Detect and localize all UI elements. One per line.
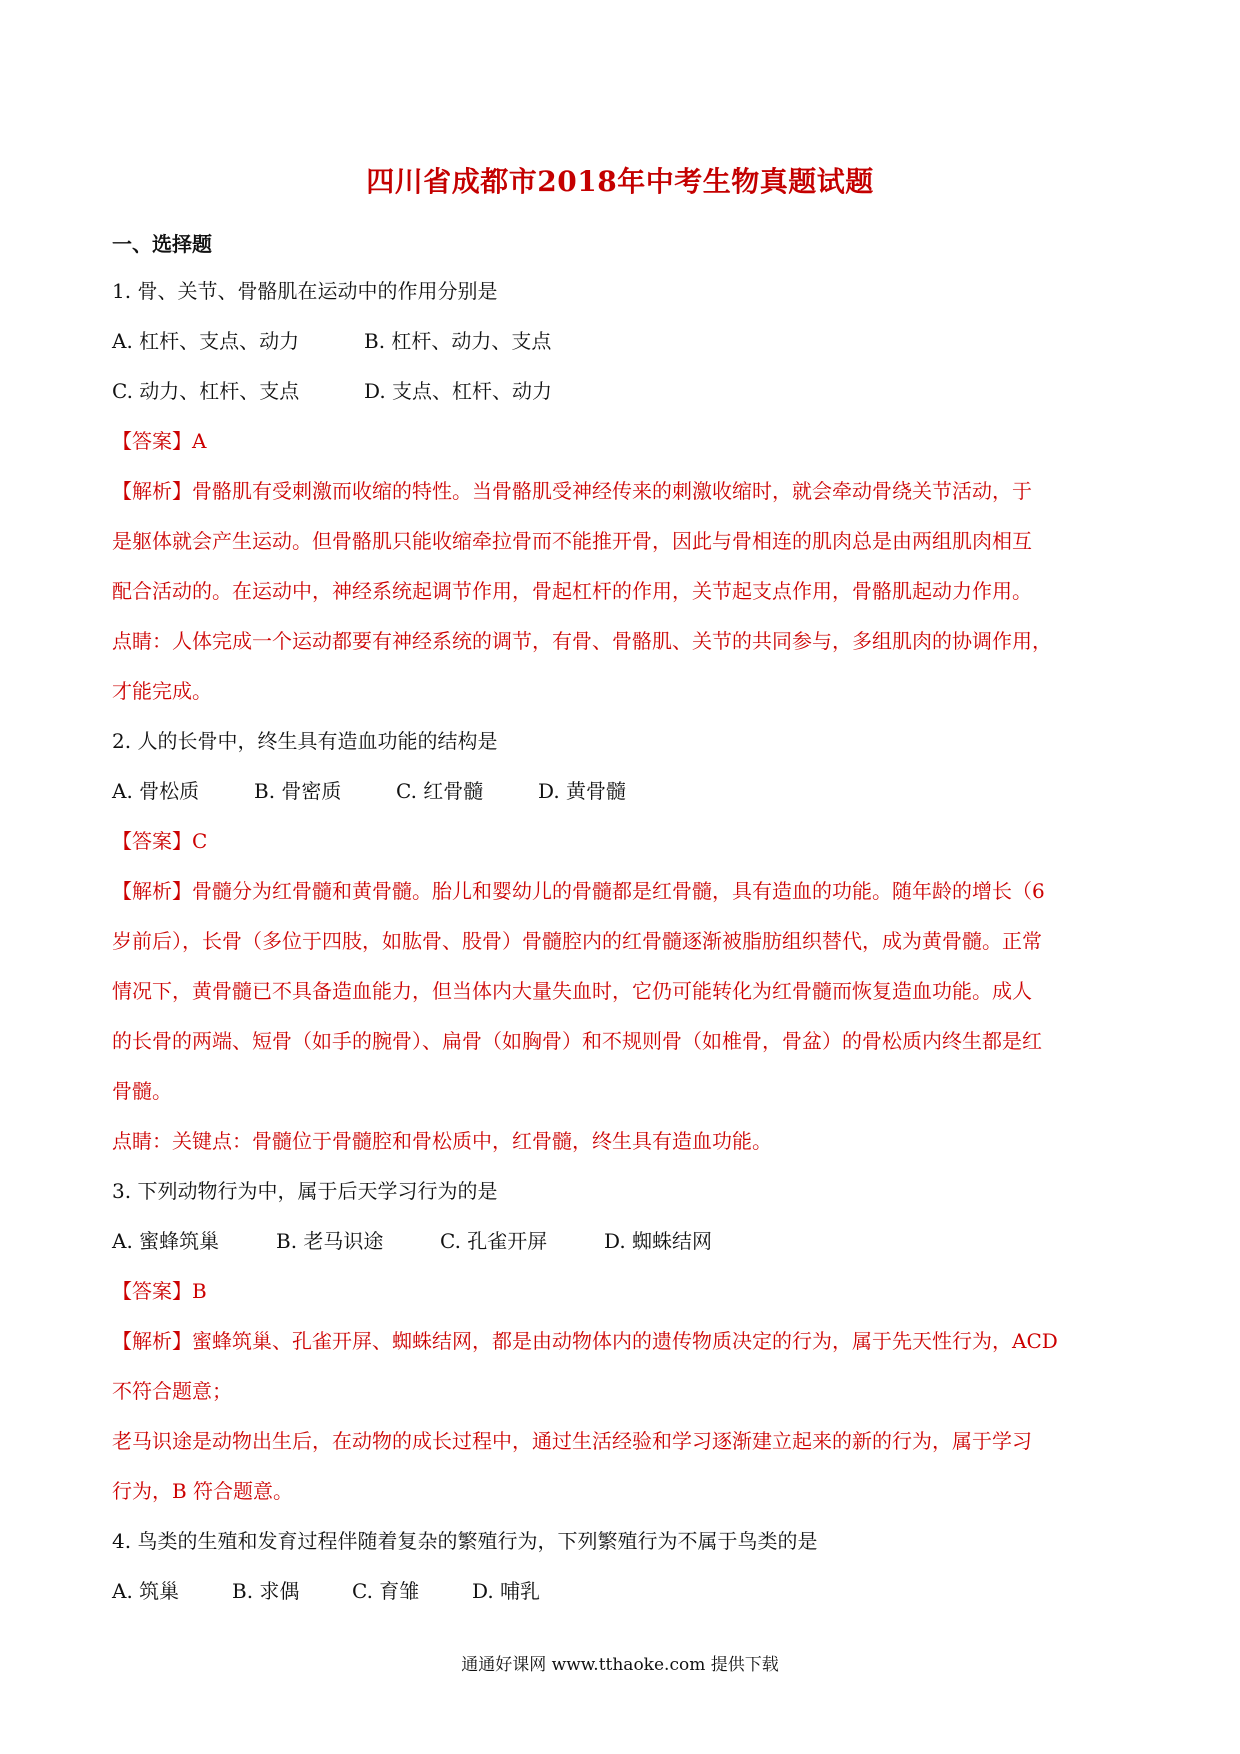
question-2-option-d: D. 黄骨髓 [538, 779, 627, 803]
question-3-option-c: C. 孔雀开屏 [440, 1229, 548, 1253]
question-1-option-a: A. 杠杆、支点、动力 [112, 329, 300, 353]
section-heading: 一、选择题 [112, 232, 212, 256]
question-4-option-c: C. 育雏 [352, 1579, 420, 1603]
question-2-analysis-line: 骨髓。 [112, 1079, 172, 1103]
question-1-option-d: D. 支点、杠杆、动力 [364, 379, 553, 403]
question-3-stem: 3. 下列动物行为中，属于后天学习行为的是 [112, 1179, 498, 1203]
question-2-answer: 【答案】C [112, 829, 208, 853]
question-2-options [112, 766, 1130, 816]
question-2-option-c: C. 红骨髓 [396, 779, 484, 803]
question-4-option-d: D. 哺乳 [472, 1579, 541, 1603]
question-3-analysis-line: 老马识途是动物出生后，在动物的成长过程中，通过生活经验和学习逐渐建立起来的新的行为，属于学习 [112, 1429, 1032, 1453]
question-3-option-d: D. 蜘蛛结网 [604, 1229, 713, 1253]
question-3-analysis-line: 【解析】蜜蜂筑巢、孔雀开屏、蜘蛛结网，都是由动物体内的遗传物质决定的行为，属于先天性行为，ACD [112, 1329, 1058, 1353]
question-1-stem: 1. 骨、关节、骨骼肌在运动中的作用分别是 [112, 279, 498, 303]
question-1-options-row-2 [112, 366, 1130, 416]
question-1-analysis-line: 点睛：人体完成一个运动都要有神经系统的调节，有骨、骨骼肌、关节的共同参与，多组肌肉的协调作用， [112, 629, 1052, 653]
question-2-option-a: A. 骨松质 [112, 779, 200, 803]
question-2-analysis-line: 的长骨的两端、短骨（如手的腕骨）、扁骨（如胸骨）和不规则骨（如椎骨，骨盆）的骨松质内终生都是红 [112, 1029, 1042, 1053]
question-1-analysis-line: 才能完成。 [112, 679, 212, 703]
question-4-stem: 4. 鸟类的生殖和发育过程伴随着复杂的繁殖行为，下列繁殖行为不属于鸟类的是 [112, 1529, 818, 1553]
question-1-option-b: B. 杠杆、动力、支点 [364, 329, 552, 353]
document-body [112, 222, 1130, 1616]
question-2-analysis-line: 点睛：关键点：骨髓位于骨髓腔和骨松质中，红骨髓，终生具有造血功能。 [112, 1129, 772, 1153]
question-2-analysis-line: 岁前后），长骨（多位于四肢，如肱骨、股骨）骨髓腔内的红骨髓逐渐被脂肪组织替代，成为黄骨髓。正常 [112, 929, 1042, 953]
question-3-answer: 【答案】B [112, 1279, 207, 1303]
question-4-option-a: A. 筑巢 [112, 1579, 180, 1603]
question-4-option-b: B. 求偶 [232, 1579, 300, 1603]
question-3-option-a: A. 蜜蜂筑巢 [112, 1229, 220, 1253]
question-1-analysis-line: 是躯体就会产生运动。但骨骼肌只能收缩牵拉骨而不能推开骨，因此与骨相连的肌肉总是由两组肌肉相互 [112, 529, 1032, 553]
question-2-stem: 2. 人的长骨中，终生具有造血功能的结构是 [112, 729, 498, 753]
question-3-analysis-line: 不符合题意； [112, 1379, 232, 1403]
question-3-option-b: B. 老马识途 [276, 1229, 384, 1253]
question-2-option-b: B. 骨密质 [254, 779, 342, 803]
question-2-analysis-line: 情况下，黄骨髓已不具备造血能力，但当体内大量失血时，它仍可能转化为红骨髓而恢复造血功能。成人 [112, 979, 1032, 1003]
question-2-analysis-line: 【解析】骨髓分为红骨髓和黄骨髓。胎儿和婴幼儿的骨髓都是红骨髓，具有造血的功能。随年龄的增长（6 [112, 879, 1045, 903]
question-4-options [112, 1566, 1130, 1616]
question-3-options [112, 1216, 1130, 1266]
page-title: 四川省成都市2018年中考生物真题试题 [366, 165, 874, 198]
page-footer: 通通好课网 www.tthaoke.com 提供下载 [461, 1655, 779, 1675]
question-1-analysis-line: 【解析】骨骼肌有受刺激而收缩的特性。当骨骼肌受神经传来的刺激收缩时，就会牵动骨绕关节活动，于 [112, 479, 1032, 503]
question-1-options-row-1 [112, 316, 1130, 366]
question-1-answer: 【答案】A [112, 429, 207, 453]
question-1-option-c: C. 动力、杠杆、支点 [112, 379, 300, 403]
question-1-analysis-line: 配合活动的。在运动中，神经系统起调节作用，骨起杠杆的作用，关节起支点作用，骨骼肌起动力作用。 [112, 579, 1032, 603]
question-3-analysis-line: 行为，B 符合题意。 [112, 1479, 294, 1503]
